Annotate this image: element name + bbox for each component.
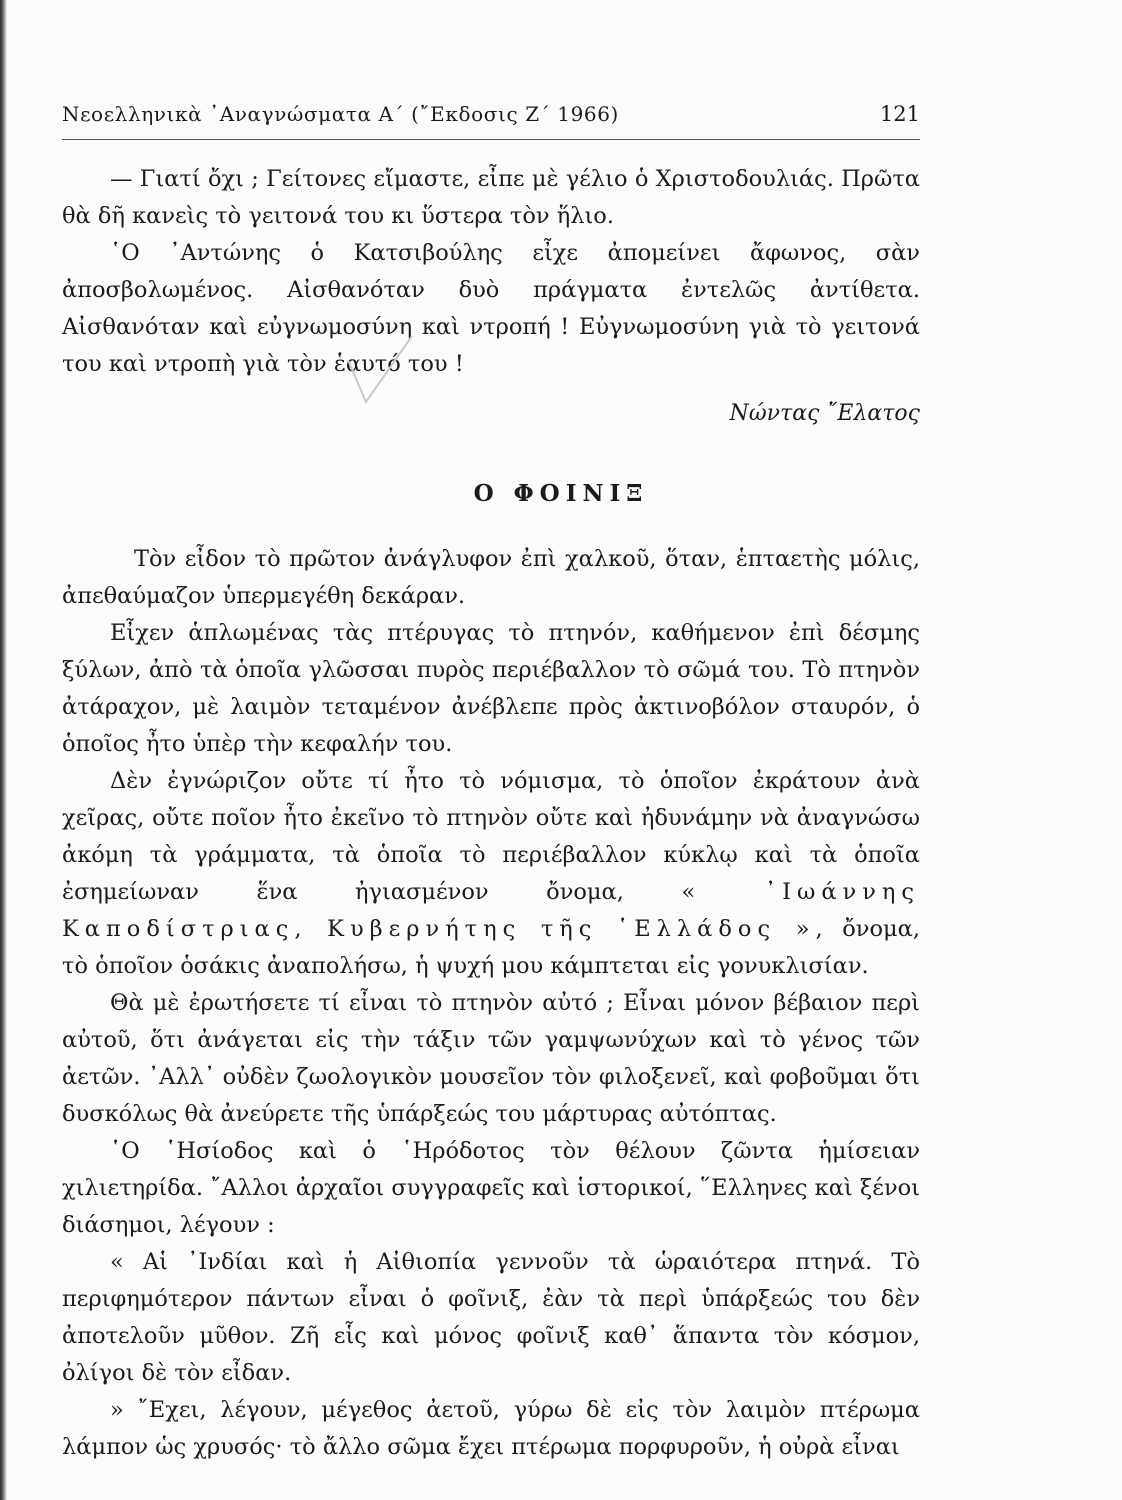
paragraph: ῾Ο ῾Ησίοδος καὶ ὁ ῾Ηρόδοτος τὸν θέλουν ζῶντα ἡμίσειαν χιλιετηρίδα. ῎Αλλοι ἀρχαῖοι συγγραφεῖς καὶ ἱστορικοί, ῞Ελληνες καὶ ξένοι διάσημοι, λέγουν :	[62, 1138, 920, 1238]
paragraph-text: ὄνομα, τὸ ὁποῖον ὁσάκις ἀναπολήσω, ἡ ψυχή μου κάμπτεται εἰς γονυκλισίαν.	[62, 916, 921, 979]
spaced-name-text: « ᾿Ιωάννης Καποδίστριας, Κυβερνήτης τῆς ῾Ελλάδος »,	[62, 879, 920, 942]
running-header-title: Νεοελληνικὰ ᾿Αναγνώσματα Α΄ (῎Εκδοσις Ζ΄ 1966)	[62, 102, 619, 126]
header-rule	[62, 139, 920, 140]
paragraph: Τὸν εἶδον τὸ πρῶτον ἀνάγλυφον ἐπὶ χαλκοῦ, ὅταν, ἑπταετὴς μόλις, ἀπεθαύμαζον ὑπερμεγέθη δεκάραν.	[62, 546, 920, 609]
paragraph: Θὰ μὲ ἐρωτήσετε τί εἶναι τὸ πτηνὸν αὐτό ; Εἶναι μόνον βέβαιον περὶ αὐτοῦ, ὅτι ἀνάγεται εἰς τὴν τάξιν τῶν γαμψωνύχων καὶ τὸ γένος τῶν ἀετῶν. ᾿Αλλ᾿ οὐδὲν ζωολογικὸν μουσεῖον τὸν φιλοξενεῖ, καὶ φοβοῦμαι ὅτι δυσκόλως θὰ ἀνεύρετε τῆς ὑπάρξεώς του μάρτυρας αὐτόπτας.	[62, 990, 920, 1127]
article-title: Ο ΦΟΙΝΙΞ	[473, 480, 649, 507]
article-body	[62, 541, 920, 1466]
previous-story-ending	[62, 161, 920, 383]
paragraph-text: Δὲν ἐγνώριζον οὔτε τί ἦτο τὸ νόμισμα, τὸ ὁποῖον ἐκράτουν ἀνὰ χεῖρας, οὔτε ποῖον ἦτο ἐκεῖνο τὸ πτηνὸν οὔτε καὶ ἠδυνάμην νὰ ἀναγνώσω ἀκόμη τὰ γράμματα, τὰ ὁποῖα τὸ περιέβαλλον κύκλῳ καὶ τὰ ὁποῖα ἐσημείωναν ἕνα ἠγιασμένον ὄνομα,	[62, 768, 920, 905]
page-number: 121	[879, 102, 920, 126]
author-signature: Νώντας ῎Ελατος	[729, 401, 920, 426]
paragraph: « Αἱ ᾿Ινδίαι καὶ ἡ Αἰθιοπία γεννοῦν τὰ ὡραιότερα πτηνά. Τὸ περιφημότερον πάντων εἶναι ὁ φοῖνιξ, ἐὰν τὰ περὶ ὑπάρξεώς του δὲν ἀποτελοῦν μῦθον. Ζῆ εἷς καὶ μόνος φοῖνιξ καθ᾿ ἅπαντα τὸν κόσμον, ὀλίγοι δὲ τὸν εἶδαν.	[62, 1249, 920, 1386]
running-header	[62, 100, 920, 140]
paragraph	[62, 763, 920, 985]
paragraph: » ῎Εχει, λέγουν, μέγεθος ἀετοῦ, γύρω δὲ εἰς τὸν λαιμὸν πτέρωμα λάμπον ὡς χρυσός· τὸ ἄλλο σῶμα ἔχει πτέρωμα πορφυροῦν, ἡ οὐρὰ εἶναι	[62, 1397, 920, 1460]
paragraph: ῾Ο ᾿Αντώνης ὁ Κατσιβούλης εἶχε ἀπομείνει ἄφωνος, σὰν ἀποσβολωμένος. Αἰσθανόταν δυὸ πράγματα ἐντελῶς ἀντίθετα. Αἰσθανόταν καὶ εὐγνωμοσύνη καὶ ντροπή ! Εὐγνωμοσύνη γιὰ τὸ γειτονά του καὶ ντροπὴ γιὰ τὸν ἑαυτό του !	[62, 240, 920, 377]
paragraph: Εἶχεν ἁπλωμένας τὰς πτέρυγας τὸ πτηνόν, καθήμενον ἐπὶ δέσμης ξύλων, ἀπὸ τὰ ὁποῖα γλῶσσαι πυρὸς περιέβαλλον τὸ σῶμά του. Τὸ πτηνὸν ἀτάραχον, μὲ λαιμὸν τεταμένον ἀνέβλεπε πρὸς ἀκτινοβόλον σταυρόν, ὁ ὁποῖος ἦτο ὑπὲρ τὴν κεφαλήν του.	[62, 620, 920, 757]
paragraph: — Γιατί ὄχι ; Γείτονες εἴμαστε, εἶπε μὲ γέλιο ὁ Χριστοδουλιάς. Πρῶτα θὰ δῆ κανεὶς τὸ γειτονά του κι ὕστερα τὸν ἥλιο.	[62, 166, 920, 229]
pencil-checkmark-icon	[344, 330, 424, 420]
page-edge-shadow	[0, 0, 7, 1500]
